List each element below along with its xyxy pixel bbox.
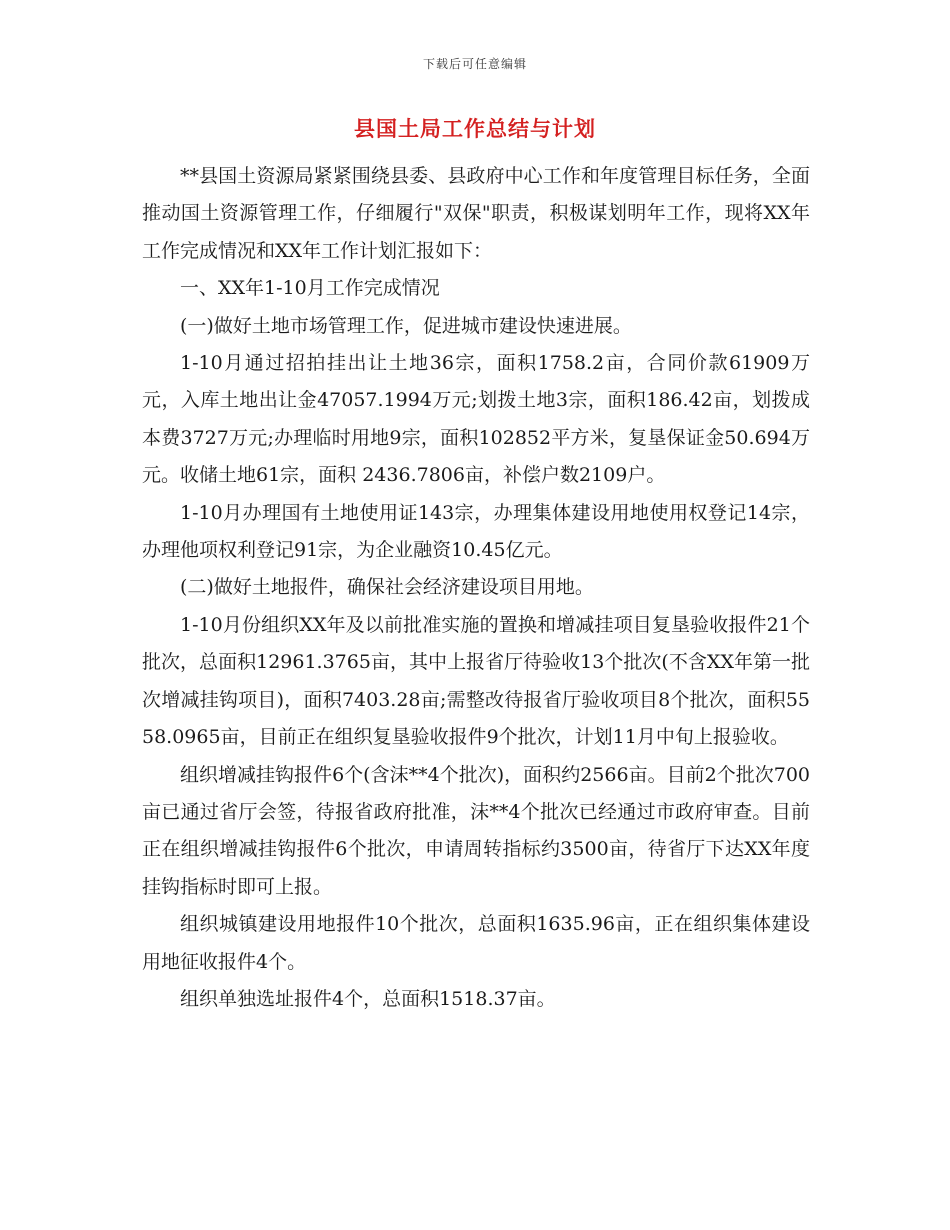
paragraph-land-certificates: 1-10月办理国有土地使用证143宗，办理集体建设用地使用权登记14宗，办理他项权利登记91宗，为企业融资10.45亿元。	[142, 501, 810, 562]
header-note: 下载后可任意编辑	[422, 57, 527, 71]
document-title: 县国土局工作总结与计划	[354, 116, 596, 141]
paragraph-land-transfer: 1-10月通过招拍挂出让土地36宗，面积1758.2亩，合同价款61909万元，入库土地出让金47057.1994万元;划拨土地3宗，面积186.42亩，划拨成本费3727万元;办理临时用地9宗，面积102852平方米，复垦保证金50.694万元。收储土地61宗，面积 2436.7806亩，补偿户数2109户。	[142, 352, 810, 487]
paragraph-site-selection: 组织单独选址报件4个，总面积1518.37亩。	[180, 987, 556, 1010]
paragraph-reclamation: 1-10月份组织XX年及以前批准实施的置换和增减挂项目复垦验收报件21个批次，总面积12961.3765亩，其中上报省厅待验收13个批次(不含XX年第一批次增减挂钩项目)，面积7403.28亩;需整改待报省厅验收项目8个批次，面积5558.0965亩，目前正在组织复垦验收报件9个批次，计划11月中旬上报验收。	[142, 613, 810, 749]
section-heading-1: 一、XX年1-10月工作完成情况	[180, 277, 440, 300]
paragraph-urban-construction: 组织城镇建设用地报件10个批次，总面积1635.96亩，正在组织集体建设用地征收报件4个。	[142, 913, 810, 973]
paragraph-intro: **县国土资源局紧紧围绕县委、县政府中心工作和年度管理目标任务，全面推动国土资源管理工作，仔细履行"双保"职责，积极谋划明年工作，现将XX年工作完成情况和XX年工作计划汇报如下：	[142, 165, 810, 262]
paragraph-linkage: 组织增减挂钩报件6个(含沫**4个批次)，面积约2566亩。目前2个批次700亩已通过省厅会签，待报省政府批准，沫**4个批次已经通过市政府审查。目前正在组织增减挂钩报件6个批次，申请周转指标约3500亩，待省厅下达XX年度挂钩指标时即可上报。	[142, 763, 810, 898]
subsection-heading-1: (一)做好土地市场管理工作，促进城市建设快速进展。	[180, 314, 632, 337]
document-body	[142, 158, 810, 1018]
subsection-heading-2: (二)做好土地报件，确保社会经济建设项目用地。	[180, 576, 594, 599]
